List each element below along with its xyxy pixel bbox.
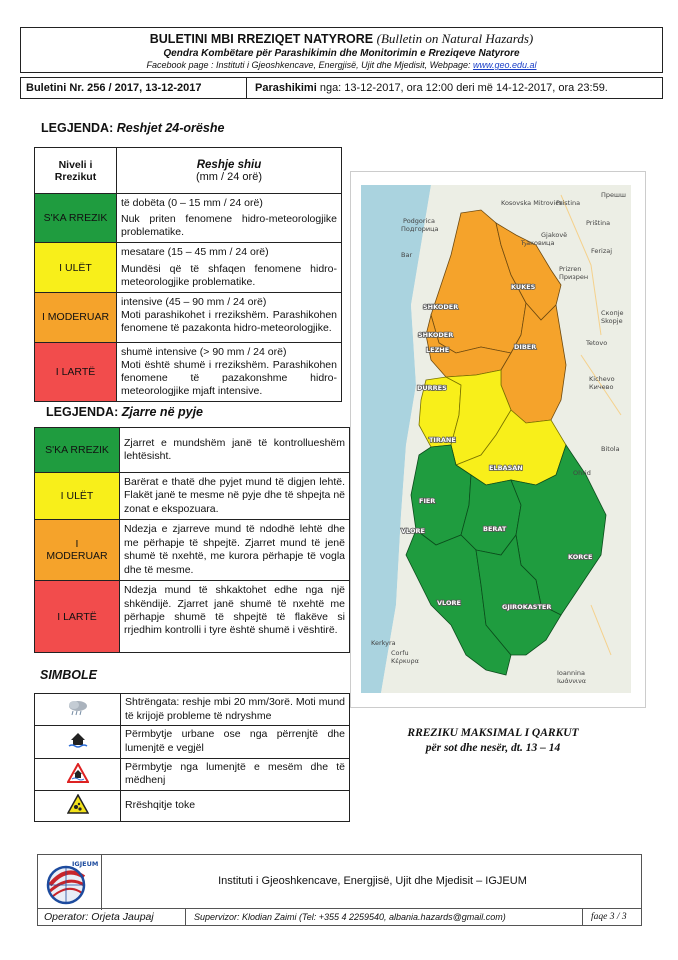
basemap-label: Kerkyra — [371, 639, 396, 647]
basemap-label: Ιωάννινα — [557, 677, 587, 685]
map-caption — [373, 726, 613, 756]
rain-text: Moti është shumë i rrezikshëm. Parashikohen fenomene të pazakonshme hidro-meteorologjike mjaft intensive. — [121, 358, 337, 398]
rain-desc-cell — [117, 194, 342, 243]
forecast-period — [247, 82, 608, 94]
basemap-label: Corfu — [391, 649, 409, 657]
symbol-desc: Rrëshqitje toke — [121, 790, 350, 821]
rain-text: Nuk priten fenomene hidro-meteorologjike problematike. — [121, 213, 337, 239]
storm-cloud-icon — [35, 694, 121, 726]
basemap-label: Podgorica — [403, 217, 435, 225]
fire-desc-cell: Ndezja mund të shkaktohet edhe nga një shkëndijë. Zjarret janë shumë të nxehtë me përhapje shumë të shpejtë të flakëve si rrjedhim kontrolli i tyre është shumë i vështirë. — [120, 581, 350, 653]
symbol-row — [35, 694, 350, 726]
label-shkoder: SHKODER — [423, 303, 459, 311]
basemap-label: Призрен — [559, 273, 589, 281]
basemap-label: Ioannina — [557, 669, 586, 677]
fire-row — [35, 581, 350, 653]
supervisor: Supervizor: Klodian Zaimi (Tel: +355 4 2259540, albania.hazards@gmail.com) — [186, 909, 583, 925]
label-korce: KORCE — [568, 553, 593, 561]
title-text: BULETINI MBI RREZIQET NATYRORE — [149, 32, 374, 46]
links-prefix: Facebook page : Instituti i Gjeoshkencave, Energjisë, Ujit dhe Mjedisit, Webpage: — [146, 60, 471, 70]
forecast-label: Parashikimi — [255, 82, 317, 94]
fire-desc-cell: Zjarret e mundshëm janë të kontrollueshëm lehtësisht. — [120, 428, 350, 473]
fire-desc-cell: Ndezja e zjarreve mund të ndodhë lehtë dhe me përhapje të shpejtë. Zjarret mund të jenë shumë të nxehtë, me kurora përhapje të vogla dhe të mesme. — [120, 520, 350, 581]
label-vlore: VLORE — [401, 527, 425, 535]
map-canvas — [361, 185, 631, 693]
fire-row — [35, 428, 350, 473]
operator: Operator: Orjeta Jaupaj — [38, 909, 186, 925]
rain-range: të dobëta (0 – 15 mm / 24 orë) — [121, 197, 263, 209]
caption-line-1: RREZIKU MAKSIMAL I QARKUT — [407, 727, 579, 739]
fire-legend-suffix: Zjarre në pyje — [121, 405, 204, 419]
basemap-label: Скопје — [601, 309, 624, 317]
fire-legend-table — [34, 427, 350, 653]
fire-level-cell: S'KA RREZIK — [35, 428, 120, 473]
footer — [37, 854, 642, 926]
rain-level-cell: I LARTË — [35, 342, 117, 402]
institute-name: Instituti i Gjeoshkencave, Energjisë, Ujit dhe Mjedisit – IGJEUM — [218, 875, 527, 887]
label-elbasan: ELBASAN — [489, 464, 523, 472]
label-berat: BERAT — [483, 525, 507, 533]
rain-row — [35, 342, 342, 402]
rain-range: shumë intensive (> 90 mm / 24 orë) — [121, 345, 287, 358]
basemap-label: Ђаковица — [521, 239, 555, 247]
fire-legend-prefix: LEGJENDA: — [46, 405, 119, 419]
caption-line-2: për sot dhe nesër, dt. 13 – 14 — [425, 741, 561, 754]
label-shkoder-city: SHKODER — [418, 331, 454, 339]
header-level: Niveli i Rrezikut — [35, 148, 117, 194]
basemap-label: Прешш — [601, 191, 626, 199]
rain-desc-cell — [117, 243, 342, 292]
symbols-table — [34, 693, 350, 822]
basemap-label: Priština — [586, 219, 611, 227]
rain-row — [35, 292, 342, 342]
fire-legend-title — [46, 405, 203, 419]
rain-level-cell: S'KA RREZIK — [35, 194, 117, 243]
basemap-label: Gjakovë — [541, 231, 568, 239]
rain-legend-prefix: LEGJENDA: — [41, 121, 114, 135]
fire-level-cell: I MODERUAR — [35, 520, 120, 581]
forecast-text: nga: 13-12-2017, ora 12:00 deri më 14-12-2017, ora 23:59. — [319, 82, 608, 94]
rain-legend-title — [41, 121, 224, 135]
rain-level-cell: I MODERUAR — [35, 292, 117, 342]
links-line — [21, 60, 662, 70]
fire-row — [35, 473, 350, 520]
basemap-label: Кичево — [589, 383, 614, 391]
basemap-label: Kichevo — [589, 375, 615, 383]
website-link[interactable]: www.geo.edu.al — [472, 60, 537, 70]
symbol-desc: Përmbytje urbane ose nga përrenjtë dhe lumenjtë e vegjël — [121, 726, 350, 758]
symbol-row — [35, 790, 350, 821]
header-rain — [117, 148, 342, 194]
header-rain-unit: (mm / 24 orë) — [195, 170, 262, 183]
fire-level-cell: I LARTË — [35, 581, 120, 653]
bulletin-header — [20, 27, 663, 73]
rain-range: intensive (45 – 90 mm / 24 orë) — [121, 295, 267, 308]
label-kukes: KUKES — [511, 283, 536, 291]
basemap-label: Bar — [401, 251, 413, 259]
basemap-label: Bitola — [601, 445, 620, 453]
river-flood-icon — [35, 758, 121, 790]
label-fier: FIER — [419, 497, 436, 505]
symbol-desc: Shtrëngata: reshje mbi 20 mm/3orë. Moti mund të krijojë probleme të ndryshme — [121, 694, 350, 726]
label-tirane: TIRANE — [429, 436, 456, 444]
landslide-icon — [35, 790, 121, 821]
basemap-label: Подгорица — [401, 225, 439, 233]
symbol-desc: Përmbytje nga lumenjtë e mesëm dhe të mëdhenj — [121, 758, 350, 790]
rain-legend-suffix: Reshjet 24-orëshe — [116, 121, 225, 135]
rain-row — [35, 194, 342, 243]
rain-text: Mundësi që të shfaqen fenomene hidro-meteorologjike problematike. — [121, 262, 337, 288]
center-name: Qendra Kombëtare për Parashikimin dhe Monitorimin e Rreziqeve Natyrore — [163, 48, 520, 59]
albania-map-svg — [361, 185, 631, 693]
bulletin-number: Buletini Nr. 256 / 2017, 13-12-2017 — [21, 78, 247, 98]
basemap-label: Prizren — [559, 265, 582, 273]
bulletin-info-bar — [20, 77, 663, 99]
symbol-row — [35, 758, 350, 790]
footer-bottom — [37, 909, 642, 926]
label-vlore-city: VLORE — [437, 599, 461, 607]
label-diber: DIBER — [514, 343, 537, 351]
rain-text: Moti parashikohet i rrezikshëm. Parashikohen fenomene të pazakonta hidro-meteorologjike. — [121, 308, 337, 334]
igjeum-logo — [38, 855, 102, 910]
bulletin-title — [21, 31, 662, 47]
basemap-label: Ferizaj — [591, 247, 613, 255]
label-lezhe: LEZHE — [426, 346, 450, 354]
label-durres: DURRES — [417, 384, 447, 392]
basemap-label: Skopje — [601, 317, 623, 325]
fire-row — [35, 520, 350, 581]
basemap-label: Kosovska Mitrovica — [501, 199, 563, 207]
hazard-map — [350, 171, 646, 708]
rain-level-cell: I ULËT — [35, 243, 117, 292]
rain-range: mesatare (15 – 45 mm / 24 orë) — [121, 246, 269, 259]
logo-text: IGJEUM — [72, 860, 99, 868]
rain-desc-cell — [117, 342, 342, 402]
basemap-label: Tetovo — [586, 339, 608, 347]
rain-row — [35, 243, 342, 292]
symbol-row — [35, 726, 350, 758]
basemap-label: Ohrid — [573, 469, 591, 477]
rain-legend-header-row — [35, 148, 342, 194]
fire-desc-cell: Barërat e thatë dhe pyjet mund të digjen lehtë. Flakët janë te mesme në pyje dhe të shpejta në zonat e ekspozuara. — [120, 473, 350, 520]
rain-desc-cell — [117, 292, 342, 342]
page-number: faqe 3 / 3 — [591, 912, 627, 922]
symbols-title: SIMBOLE — [40, 668, 97, 682]
footer-top — [37, 854, 642, 909]
rain-legend-table — [34, 147, 342, 402]
label-gjirokaster: GJIROKASTER — [502, 603, 552, 611]
urban-flood-icon — [35, 726, 121, 758]
title-english: (Bulletin on Natural Hazards) — [376, 31, 534, 46]
header-rain-title: Reshje shiu — [196, 158, 262, 171]
basemap-label: Pristina — [556, 199, 581, 207]
basemap-label: Κέρκυρα — [391, 657, 419, 665]
fire-level-cell: I ULËT — [35, 473, 120, 520]
